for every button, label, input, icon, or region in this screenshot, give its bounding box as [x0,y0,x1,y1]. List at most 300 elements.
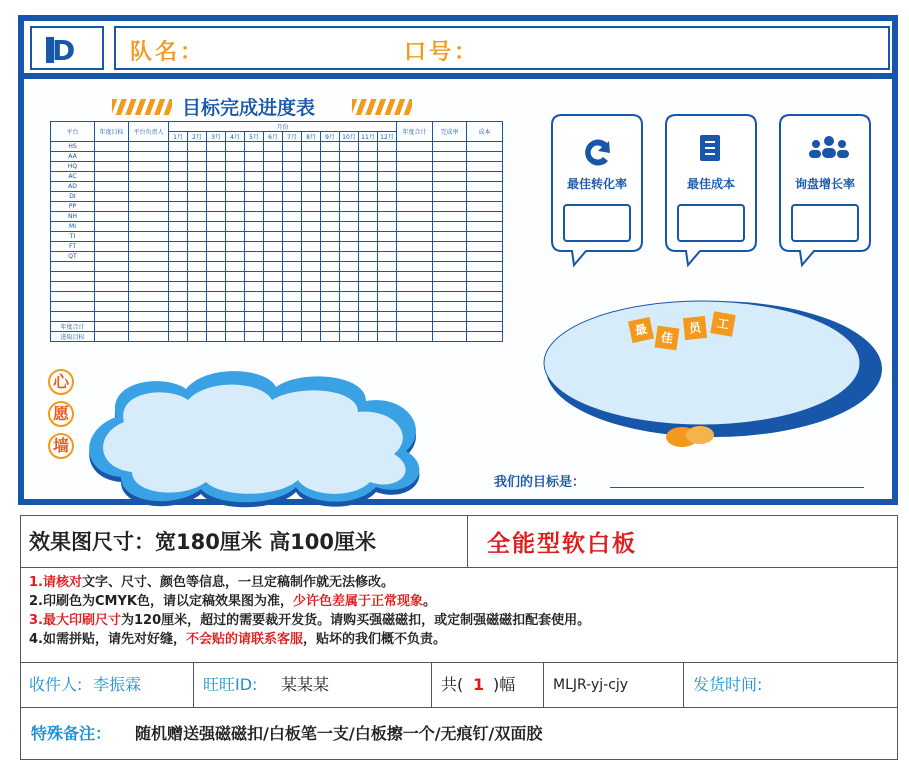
table-cell [169,172,188,182]
wish-char: 墙 [48,433,74,459]
table-cell [397,262,433,272]
platform-cell: AC [51,172,95,182]
table-cell [397,192,433,202]
table-row [51,322,503,332]
notes [29,573,590,649]
special-text: 随机赠送强磁磁扣/白板笔一支/白板擦一个/无痕钉/双面胶 [135,724,543,743]
receiver-name: 李振霖 [93,675,142,694]
table-cell [302,282,321,292]
table-cell [169,232,188,242]
table-cell [95,152,129,162]
table-cell [95,272,129,282]
table-row [51,152,503,162]
table-cell [226,292,245,302]
card-best-cost [664,115,758,260]
th-month: 11月 [359,132,378,142]
th-month: 4月 [226,132,245,142]
table-cell [264,272,283,282]
table-cell [397,162,433,172]
table-cell [433,272,467,282]
board-inner [24,21,892,499]
divider [683,663,684,707]
table-cell [397,232,433,242]
table-cell [129,192,169,202]
table-cell [188,242,207,252]
table-cell [433,152,467,162]
table-cell [321,232,340,242]
note-text: 4.如需拼贴，请先对好缝， [29,632,186,647]
table-cell [359,152,378,162]
table-cell [302,212,321,222]
table-cell [129,312,169,322]
table-cell [321,252,340,262]
table-cell [129,262,169,272]
table-cell [226,162,245,172]
card-label: 最佳转化率 [566,177,627,191]
platform-cell [51,262,95,272]
goal-line [494,471,585,490]
table-cell [321,182,340,192]
table-cell [433,332,467,342]
table-cell [226,232,245,242]
table-cell [129,302,169,312]
table-cell [264,312,283,322]
table-cell [169,302,188,312]
table-cell [245,302,264,312]
table-cell [433,162,467,172]
table-row [51,262,503,272]
table-cell [283,222,302,232]
table-row [51,212,503,222]
table-cell [264,302,283,312]
table-cell [226,252,245,262]
table-cell [321,152,340,162]
th-month: 8月 [302,132,321,142]
table-cell [207,322,226,332]
table-cell [302,322,321,332]
table-row [51,162,503,172]
table-cell [321,222,340,232]
table-cell [95,222,129,232]
logo [30,26,104,70]
table-cell [321,332,340,342]
table-cell [129,252,169,262]
table-cell [245,252,264,262]
th-month: 2月 [188,132,207,142]
table-cell [169,142,188,152]
table-cell [302,192,321,202]
table-cell [359,202,378,212]
staff-tag: 工 [710,311,735,336]
table-cell [378,232,397,242]
table-cell [340,302,359,312]
table-cell [188,282,207,292]
table-cell [169,182,188,192]
table-row [51,272,503,282]
table-cell [433,302,467,312]
table-cell [467,262,503,272]
th-cost: 成本 [467,122,503,142]
table-cell [321,162,340,172]
divider [193,663,194,707]
table-cell [321,142,340,152]
table-cell [302,272,321,282]
table-cell [226,302,245,312]
team-name-box [114,26,890,70]
table-cell [397,332,433,342]
table-cell [467,172,503,182]
table-cell [169,262,188,272]
table-cell [321,282,340,292]
table-cell [302,172,321,182]
platform-cell: PP [51,202,95,212]
note-1 [29,573,590,592]
table-cell [188,222,207,232]
table-cell [283,192,302,202]
table-cell [359,292,378,302]
table-cell [95,232,129,242]
table-cell [129,242,169,252]
table-cell [340,282,359,292]
table-row [51,292,503,302]
th-month: 10月 [340,132,359,142]
table-cell [226,322,245,332]
table-cell [245,212,264,222]
table-cell [378,292,397,302]
table-cell [264,142,283,152]
table-cell [245,162,264,172]
table-cell [340,292,359,302]
th-month: 9月 [321,132,340,142]
progress-table-title [112,93,432,123]
table-cell [433,192,467,202]
table-cell [245,232,264,242]
table-cell [95,192,129,202]
table-cell [359,332,378,342]
table-cell [129,332,169,342]
table-cell [129,292,169,302]
note-red: 少许色差属于正常现象 [292,594,423,609]
table-row [51,192,503,202]
wish-char: 愿 [48,401,74,427]
table-cell [283,282,302,292]
wish-char: 心 [48,369,74,395]
table-cell [95,242,129,252]
table-cell [302,182,321,192]
table-cell [207,282,226,292]
table-cell [397,282,433,292]
table-cell [264,322,283,332]
table-cell [397,242,433,252]
platform-cell: 年度合计 [51,322,95,332]
table-cell [302,232,321,242]
table-cell [340,142,359,152]
table-cell [226,242,245,252]
table-cell [264,162,283,172]
table-cell [321,192,340,202]
platform-cell: MI [51,222,95,232]
table-cell [264,212,283,222]
table-cell [245,312,264,322]
table-cell [433,212,467,222]
table-cell [95,162,129,172]
table-cell [188,332,207,342]
table-cell [207,312,226,322]
shipping-row [21,662,897,708]
table-cell [467,182,503,192]
table-cell [169,212,188,222]
progress-title-text: 目标完成进度表 [182,97,316,119]
table-cell [129,162,169,172]
table-cell [207,232,226,242]
table-cell [340,162,359,172]
table-cell [95,332,129,342]
table-cell [359,232,378,242]
table-cell [359,142,378,152]
table-cell [359,282,378,292]
table-cell [378,252,397,262]
table-cell [340,232,359,242]
table-cell [226,262,245,272]
special-notes-row [21,708,897,760]
table-cell [264,252,283,262]
table-cell [226,142,245,152]
th-month: 1月 [169,132,188,142]
table-cell [321,262,340,272]
table-cell [207,152,226,162]
table-cell [283,212,302,222]
platform-cell: AA [51,152,95,162]
table-cell [467,242,503,252]
table-cell [207,202,226,212]
table-cell [169,192,188,202]
table-cell [207,242,226,252]
table-cell [467,322,503,332]
table-cell [378,202,397,212]
table-cell [433,142,467,152]
table-cell [169,332,188,342]
table-cell [129,222,169,232]
th-month: 5月 [245,132,264,142]
wangwang-label: 旺旺ID: [203,675,258,694]
table-cell [245,272,264,282]
table-cell [207,142,226,152]
table-cell [378,242,397,252]
table-cell [245,262,264,272]
goal-underline [610,487,864,488]
table-cell [283,182,302,192]
note-red: 不会贴的请联系客服 [185,632,303,647]
th-month: 7月 [283,132,302,142]
table-cell [283,262,302,272]
table-cell [226,272,245,282]
table-cell [169,322,188,332]
card-label: 询盘增长率 [794,177,855,191]
receiver-label: 收件人: [29,675,83,694]
table-cell [207,332,226,342]
table-cell [264,242,283,252]
table-cell [264,332,283,342]
platform-cell [51,272,95,282]
table-cell [245,192,264,202]
table-cell [226,332,245,342]
table-cell [264,172,283,182]
staff-tag: 员 [683,316,707,340]
table-cell [245,172,264,182]
table-cell [397,142,433,152]
table-cell [378,182,397,192]
table-cell [467,312,503,322]
table-cell [188,142,207,152]
note-4 [29,630,590,649]
table-cell [359,242,378,252]
table-cell [95,252,129,262]
table-cell [433,172,467,182]
table-cell [397,222,433,232]
card-inquiry-growth [778,115,872,260]
table-cell [397,272,433,282]
table-cell [321,242,340,252]
platform-cell: 进取目标 [51,332,95,342]
board-main-area [24,73,892,499]
table-cell [467,292,503,302]
table-cell [283,172,302,182]
table-cell [264,262,283,272]
table-cell [321,312,340,322]
table-row [51,232,503,242]
table-cell [321,172,340,182]
platform-cell: FT [51,242,95,252]
table-cell [245,292,264,302]
staff-tag: 最 [628,317,654,343]
table-cell [340,192,359,202]
table-cell [129,232,169,242]
note-text: ，贴坏的我们概不负责。 [303,632,447,647]
table-cell [207,212,226,222]
table-cell [378,262,397,272]
table-cell [340,202,359,212]
table-cell [169,272,188,282]
th-completion: 完成率 [433,122,467,142]
table-cell [321,272,340,282]
table-cell [129,272,169,282]
note-3 [29,611,590,630]
table-cell [188,182,207,192]
table-cell [359,162,378,172]
table-cell [129,202,169,212]
table-cell [302,142,321,152]
table-cell [283,162,302,172]
table-cell [226,152,245,162]
table-cell [95,262,129,272]
table-cell [264,192,283,202]
table-cell [359,262,378,272]
table-cell [433,282,467,292]
table-cell [188,272,207,282]
table-cell [207,292,226,302]
slogan-label: 口号： [404,40,480,65]
table-cell [302,262,321,272]
table-cell [467,272,503,282]
table-cell [95,172,129,182]
table-cell [378,322,397,332]
table-cell [264,222,283,232]
table-cell [378,332,397,342]
table-cell [433,232,467,242]
table-cell [245,182,264,192]
table-cell [245,142,264,152]
platform-cell [51,292,95,302]
note-red: 最大印刷尺寸 [42,613,121,628]
note-text: 2.印刷色为CMYK色，请以定稿效果图为准， [29,594,293,609]
table-cell [169,222,188,232]
table-cell [283,272,302,282]
table-cell [359,172,378,182]
table-cell [264,292,283,302]
table-cell [283,142,302,152]
table-cell [226,202,245,212]
table-cell [188,202,207,212]
table-cell [283,202,302,212]
table-cell [467,162,503,172]
table-cell [129,282,169,292]
table-cell [378,192,397,202]
th-month: 3月 [207,132,226,142]
table-cell [378,282,397,292]
table-cell [397,152,433,162]
table-cell [378,162,397,172]
table-cell [359,322,378,332]
table-row [51,282,503,292]
table-cell [188,212,207,222]
table-cell [467,232,503,242]
table-cell [340,322,359,332]
title-stripes-right [352,99,412,115]
table-cell [433,202,467,212]
table-row [51,172,503,182]
table-cell [359,312,378,322]
table-cell [188,162,207,172]
table-cell [467,152,503,162]
divider [467,516,468,568]
order-info-sheet [20,515,898,760]
table-cell [340,222,359,232]
table-cell [467,192,503,202]
table-cell [378,272,397,282]
table-cell [340,252,359,262]
th-month: 6月 [264,132,283,142]
table-cell [95,302,129,312]
table-cell [226,182,245,192]
table-cell [321,302,340,312]
table-cell [245,152,264,162]
table-cell [359,272,378,282]
platform-cell: AD [51,182,95,192]
th-owner: 平台负责人 [129,122,169,142]
table-cell [188,262,207,272]
table-cell [188,312,207,322]
table-cell [397,302,433,312]
table-cell [207,192,226,202]
table-cell [340,332,359,342]
table-cell [283,312,302,322]
table-cell [467,212,503,222]
table-cell [226,192,245,202]
table-cell [302,152,321,162]
table-cell [95,202,129,212]
table-row [51,242,503,252]
team-label: 队名： [130,40,206,65]
